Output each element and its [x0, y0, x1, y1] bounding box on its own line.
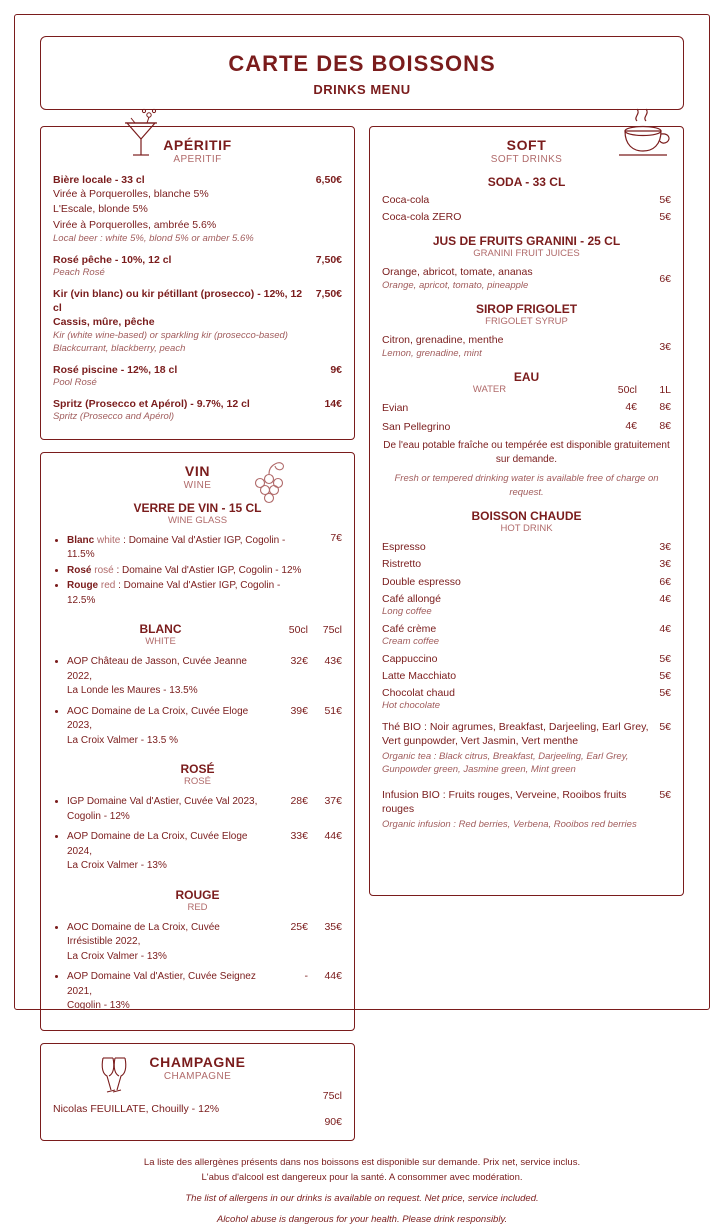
- item-name: Latte Macchiato: [382, 669, 457, 682]
- menu-item-infusion: [382, 788, 671, 832]
- item-price: 6€: [659, 273, 671, 286]
- eau-title: EAU: [513, 370, 540, 385]
- item-price: 6€: [659, 575, 671, 588]
- wine-name: AOP Château de Jasson, Cuvée Jeanne 2022,: [67, 656, 247, 682]
- price-75cl: 37€: [324, 795, 342, 808]
- wine-glass-list: [53, 534, 302, 609]
- list-item: [67, 564, 302, 579]
- vin-subtitle: WINE: [183, 479, 212, 491]
- price-50cl: 32€: [290, 655, 308, 668]
- price-50cl: 25€: [290, 920, 308, 933]
- wine-name-2: La Londe les Maures - 13.5%: [67, 685, 198, 697]
- wine-color: Rouge: [67, 580, 99, 592]
- vin-title: VIN: [184, 462, 211, 479]
- price-75cl: 51€: [324, 704, 342, 717]
- item-name: Café allongé: [382, 592, 441, 605]
- menu-item: [382, 540, 671, 554]
- list-item: [67, 655, 268, 699]
- item-name: Coca-cola ZERO: [382, 211, 462, 224]
- group-title: ROUGE: [175, 887, 220, 902]
- menu-item: [382, 401, 671, 416]
- footer-en-1: The list of allergens in our drinks is available on request. Net price, service included.: [185, 1193, 539, 1205]
- price-50cl: 39€: [290, 704, 308, 717]
- wine-name-2: La Croix Valmer - 13%: [67, 950, 167, 962]
- item-line: L'Escale, blonde 5%: [53, 203, 148, 216]
- item-price: 5€: [659, 789, 671, 802]
- item-translation: Organic infusion : Red berries, Verbena, Rooibos red berries: [382, 819, 637, 831]
- cocktail-glass-icon: [119, 105, 163, 161]
- price-50cl: 4€: [625, 401, 637, 414]
- price-50cl: -: [304, 970, 308, 983]
- price-1l: 8€: [659, 419, 671, 432]
- group-subtitle: ROSÉ: [184, 776, 211, 788]
- list-item: [67, 579, 302, 608]
- page-title: CARTE DES BOISSONS: [228, 51, 496, 76]
- item-translation: Kir (white wine-based) or sparkling kir (prosecco-based): [53, 330, 288, 342]
- wine-row: [53, 703, 342, 753]
- wine-color-en: white: [97, 534, 121, 546]
- menu-item: [382, 686, 671, 713]
- soda-title: SODA - 33 CL: [487, 175, 566, 189]
- list-item: [67, 921, 268, 965]
- menu-item: [382, 575, 671, 589]
- sirop-subtitle: FRIGOLET SYRUP: [485, 316, 568, 328]
- menu-item: [382, 193, 671, 207]
- footer-fr-2: L'abus d'alcool est dangereux pour la santé. A consommer avec modération.: [201, 1171, 523, 1183]
- menu-columns: [32, 126, 692, 1141]
- group-title: ROSÉ: [180, 762, 215, 777]
- wine-color: Blanc: [67, 534, 95, 546]
- item-translation-2: Blackcurrant, blackberry, peach: [53, 343, 186, 354]
- menu-item: [382, 265, 671, 292]
- hot-drink-title: BOISSON CHAUDE: [471, 509, 582, 524]
- item-translation: Pool Rosé: [53, 376, 97, 388]
- menu-item: [53, 253, 342, 280]
- item-translation: Cream coffee: [382, 635, 440, 647]
- item-translation: Organic tea : Black citrus, Breakfast, Darjeeling, Earl Grey, Gunpowder green, Jasmine green, Mint green: [382, 751, 629, 776]
- wine-name-2: La Croix Valmer - 13%: [67, 860, 167, 872]
- item-translation: Spritz (Prosecco and Apérol): [53, 410, 175, 422]
- wine-desc: : Domaine Val d'Astier IGP, Cogolin - 12.5%: [67, 580, 281, 606]
- wine-desc: : Domaine Val d'Astier IGP, Cogolin - 12%: [116, 564, 302, 576]
- item-translation: Orange, apricot, tomato, pineapple: [382, 279, 529, 291]
- item-price: 5€: [659, 687, 671, 700]
- item-line: Cassis, mûre, pêche: [53, 315, 155, 328]
- menu-item: [382, 557, 671, 571]
- item-name: Cappuccino: [382, 652, 438, 665]
- item-price: 7,50€: [315, 253, 342, 266]
- item-line: Virée à Porquerolles, ambrée 5.6%: [53, 218, 217, 231]
- menu-item: [382, 669, 671, 683]
- right-column: [369, 126, 684, 896]
- list-item: [67, 534, 302, 563]
- wine-color-en: rosé: [94, 564, 114, 576]
- menu-item-tea: [382, 720, 671, 777]
- section-aperitif: [40, 126, 355, 440]
- group-subtitle: RED: [187, 901, 208, 913]
- item-name: Rosé piscine - 12%, 18 cl: [53, 363, 178, 376]
- champagne-title: CHAMPAGNE: [149, 1053, 246, 1070]
- item-price: 5€: [659, 194, 671, 206]
- coffee-cup-icon: [615, 105, 673, 161]
- grapes-icon: [244, 457, 294, 513]
- soft-title: SOFT: [506, 137, 547, 153]
- price-50cl: 4€: [625, 419, 637, 432]
- price-50cl: 33€: [290, 830, 308, 843]
- col-header-50cl: 50cl: [617, 384, 637, 397]
- wine-name: IGP Domaine Val d'Astier, Cuvée Val 2023, Cogolin - 12%: [67, 796, 258, 822]
- group-title: BLANC: [139, 622, 182, 637]
- menu-item: [53, 363, 342, 390]
- item-name: Espresso: [382, 541, 426, 554]
- wine-name: AOP Domaine de La Croix, Cuvée Eloge 2024,: [67, 831, 248, 857]
- item-name: Ristretto: [382, 558, 422, 571]
- menu-title-box: [40, 36, 684, 110]
- aperitif-subtitle: APERITIF: [173, 154, 222, 165]
- wine-glass-title: VERRE DE VIN - 15 CL: [133, 500, 262, 515]
- wine-name: AOP Domaine Val d'Astier, Cuvée Seignez 2021,: [67, 971, 256, 997]
- price-75cl: 35€: [324, 920, 342, 933]
- item-price: 5€: [659, 652, 671, 665]
- champagne-price: 90€: [324, 1115, 342, 1128]
- price-1l: 8€: [659, 401, 671, 414]
- section-soft: [369, 126, 684, 896]
- item-price: 6,50€: [315, 174, 342, 186]
- wine-row: [53, 919, 342, 969]
- water-note-fr: De l'eau potable fraîche ou tempérée est disponible gratuitement sur demande.: [383, 439, 670, 466]
- item-price: 3€: [659, 341, 671, 354]
- wine-name: AOC Domaine de La Croix, Cuvée Eloge 2023,: [67, 705, 249, 732]
- section-vin: [40, 452, 355, 1031]
- wine-glass-block: [53, 532, 342, 613]
- list-item: [67, 795, 268, 824]
- col-header-1l: 1L: [659, 384, 671, 397]
- item-name: Rosé pêche - 10%, 12 cl: [53, 253, 172, 266]
- page-subtitle: DRINKS MENU: [313, 82, 411, 97]
- sirop-title: SIROP FRIGOLET: [475, 302, 578, 317]
- wine-row: [53, 793, 342, 828]
- item-translation: Lemon, grenadine, mint: [382, 347, 482, 359]
- champagne-item: Nicolas FEUILLATE, Chouilly - 12%: [53, 1102, 220, 1115]
- item-price: 3€: [659, 558, 671, 571]
- item-name: Double espresso: [382, 575, 461, 588]
- section-champagne: [40, 1043, 355, 1141]
- wine-row: [53, 828, 342, 878]
- wine-name: AOC Domaine de La Croix, Cuvée Irrésistible 2022,: [67, 921, 220, 948]
- item-name: Chocolat chaud: [382, 687, 455, 700]
- menu-item: [382, 652, 671, 666]
- left-column: [40, 126, 355, 1141]
- item-line: Virée à Porquerolles, blanche 5%: [53, 188, 209, 201]
- col-header-50cl: 50cl: [288, 624, 308, 637]
- list-item: [67, 970, 268, 1014]
- wine-glass-subtitle: WINE GLASS: [167, 514, 228, 526]
- wine-glass-price: 7€: [330, 531, 342, 544]
- menu-item: [53, 173, 342, 246]
- footer-en-2: Alcohol abuse is dangerous for your health. Please drink responsibly.: [216, 1214, 508, 1226]
- wine-row: [53, 968, 342, 1018]
- list-item: [67, 830, 268, 874]
- item-price: 5€: [659, 721, 671, 734]
- item-name: Café crème: [382, 622, 437, 635]
- item-translation: Long coffee: [382, 605, 432, 617]
- item-name: Coca-cola: [382, 194, 430, 206]
- menu-item: [382, 420, 671, 435]
- item-price: 5€: [659, 211, 671, 224]
- item-name: Spritz (Prosecco et Apérol) - 9.7%, 12 cl: [53, 397, 250, 410]
- eau-subtitle: WATER: [472, 384, 507, 396]
- item-price: 7,50€: [315, 287, 342, 300]
- menu-item: [53, 397, 342, 424]
- wine-desc: : Domaine Val d'Astier IGP, Cogolin - 11.5%: [67, 534, 286, 561]
- menu-item: [382, 333, 671, 360]
- price-75cl: 43€: [324, 655, 342, 668]
- footer-fr-1: La liste des allergènes présents dans nos boissons est disponible sur demande. Prix net, service inclus.: [143, 1156, 581, 1168]
- item-translation: Local beer : white 5%, blond 5% or amber 5.6%: [53, 232, 254, 244]
- item-name: Infusion BIO : Fruits rouges, Verveine, Rooibos fruits rouges: [382, 789, 627, 816]
- item-name: Orange, abricot, tomate, ananas: [382, 266, 533, 279]
- aperitif-title: APÉRITIF: [163, 137, 232, 153]
- item-translation: Peach Rosé: [53, 266, 105, 278]
- granini-subtitle: GRANINI FRUIT JUICES: [473, 248, 580, 260]
- eau-header: [382, 384, 671, 401]
- group-subtitle: WHITE: [145, 636, 176, 648]
- price-50cl: 28€: [290, 795, 308, 808]
- menu-item: [382, 210, 671, 224]
- col-header-75cl: 75cl: [322, 1089, 342, 1102]
- menu-item: [382, 592, 671, 619]
- item-price: 3€: [659, 541, 671, 554]
- wine-color: Rosé: [67, 564, 92, 576]
- list-item: [67, 705, 268, 749]
- col-header-75cl: 75cl: [322, 624, 342, 637]
- item-name: San Pellegrino: [382, 420, 451, 433]
- water-note-en: Fresh or tempered drinking water is available free of charge on request.: [394, 472, 659, 498]
- item-price: 9€: [330, 363, 342, 376]
- wine-color-en: red: [100, 580, 116, 592]
- wine-name-2: Cogolin - 13%: [67, 1000, 130, 1012]
- item-name: Citron, grenadine, menthe: [382, 334, 504, 347]
- champagne-subtitle: CHAMPAGNE: [163, 1070, 232, 1082]
- item-name: Kir (vin blanc) ou kir pétillant (prosecco) - 12%, 12 cl: [53, 287, 303, 314]
- soft-subtitle: SOFT DRINKS: [490, 154, 563, 165]
- item-price: 14€: [324, 397, 342, 410]
- wine-row: [53, 653, 342, 703]
- item-name: Bière locale - 33 cl: [53, 174, 145, 186]
- item-name: Thé BIO : Noir agrumes, Breakfast, Darjeeling, Earl Grey, Vert gunpowder, Vert Jasmin, Vert menthe: [382, 721, 649, 748]
- item-price: 4€: [659, 622, 671, 635]
- granini-title: JUS DE FRUITS GRANINI - 25 CL: [432, 234, 621, 249]
- item-price: 5€: [659, 669, 671, 682]
- price-75cl: 44€: [324, 830, 342, 843]
- footer-notes: [32, 1155, 692, 1228]
- menu-item: [382, 622, 671, 649]
- wine-name-2: La Croix Valmer - 13.5 %: [67, 734, 178, 746]
- item-name: Evian: [382, 402, 409, 415]
- wine-group-header: [53, 612, 342, 653]
- champagne-flutes-icon: [91, 1050, 137, 1098]
- item-price: 4€: [659, 592, 671, 605]
- hot-drink-subtitle: HOT DRINK: [500, 523, 553, 535]
- price-75cl: 44€: [324, 970, 342, 983]
- item-translation: Hot chocolate: [382, 700, 441, 712]
- menu-item: [53, 287, 342, 356]
